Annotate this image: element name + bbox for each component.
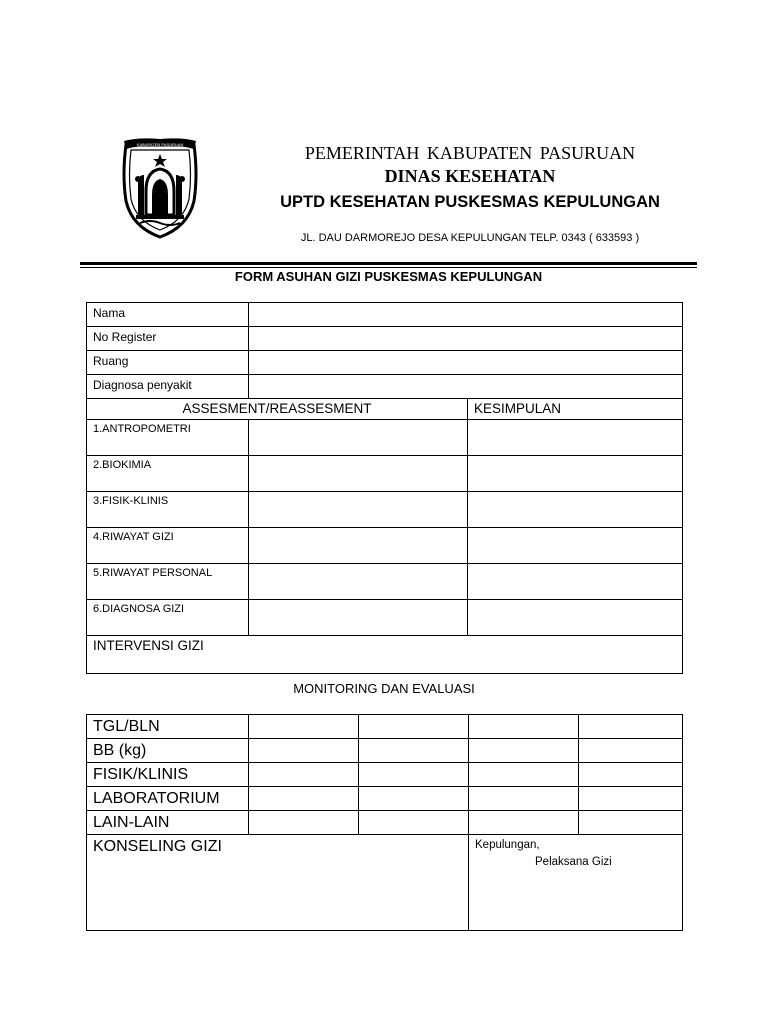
table-row <box>87 763 683 787</box>
table-row <box>87 600 683 636</box>
assessment-field[interactable] <box>249 456 468 492</box>
svg-text:KABUPATEN PASURUAN: KABUPATEN PASURUAN <box>136 142 184 147</box>
row-label: BB (kg) <box>87 739 249 763</box>
date-cell[interactable] <box>249 715 359 739</box>
lab-cell[interactable] <box>359 787 469 811</box>
monitoring-table <box>86 714 683 931</box>
other-cell[interactable] <box>579 811 683 835</box>
row-label: LABORATORIUM <box>87 787 249 811</box>
header-unit: UPTD KESEHATAN PUSKESMAS KEPULUNGAN <box>280 193 660 211</box>
table-row <box>87 811 683 835</box>
table-row <box>87 715 683 739</box>
header-government: PEMERINTAH KABUPATEN PASURUAN <box>304 143 636 163</box>
assessment-header: ASSESMENT/REASSESMENT <box>87 399 468 420</box>
intervention-field[interactable] <box>87 636 683 674</box>
assessment-field[interactable] <box>249 492 468 528</box>
header-address: JL. DAU DARMOREJO DESA KEPULUNGAN TELP. 0343 ( 633593 ) <box>300 232 640 244</box>
row-label: No Register <box>87 327 249 351</box>
clinical-cell[interactable] <box>359 763 469 787</box>
table-row <box>87 375 683 399</box>
other-cell[interactable] <box>249 811 359 835</box>
row-label: 2.BIOKIMIA <box>87 456 249 492</box>
conclusion-field[interactable] <box>468 564 683 600</box>
table-row <box>87 456 683 492</box>
row-label: 1.ANTROPOMETRI <box>87 420 249 456</box>
signature-box[interactable] <box>469 835 683 931</box>
row-label: TGL/BLN <box>87 715 249 739</box>
table-header-row <box>87 399 683 420</box>
assessment-field[interactable] <box>249 420 468 456</box>
row-label: Diagnosa penyakit <box>87 375 249 399</box>
row-label: 3.FISIK-KLINIS <box>87 492 249 528</box>
header-department: DINAS KESEHATAN <box>384 166 556 186</box>
kabupaten-pasuruan-logo-icon <box>118 135 202 239</box>
table-row <box>87 636 683 674</box>
table-row <box>87 564 683 600</box>
table-row <box>87 303 683 327</box>
date-cell[interactable] <box>359 715 469 739</box>
weight-cell[interactable] <box>359 739 469 763</box>
row-label: 5.RIWAYAT PERSONAL <box>87 564 249 600</box>
other-cell[interactable] <box>469 811 579 835</box>
counseling-label: KONSELING GIZI <box>93 838 222 855</box>
assessment-table <box>86 302 683 674</box>
table-row <box>87 835 683 931</box>
row-label: Nama <box>87 303 249 327</box>
weight-cell[interactable] <box>469 739 579 763</box>
lab-cell[interactable] <box>579 787 683 811</box>
sign-place: Kepulungan, <box>475 839 540 851</box>
assessment-field[interactable] <box>249 528 468 564</box>
table-row <box>87 420 683 456</box>
conclusion-field[interactable] <box>468 600 683 636</box>
register-field[interactable] <box>249 327 683 351</box>
header-divider-thick <box>80 262 697 265</box>
form-title: FORM ASUHAN GIZI PUSKESMAS KEPULUNGAN <box>234 269 543 284</box>
diagnosis-field[interactable] <box>249 375 683 399</box>
table-row <box>87 327 683 351</box>
other-cell[interactable] <box>359 811 469 835</box>
weight-cell[interactable] <box>579 739 683 763</box>
counseling-field[interactable] <box>87 835 469 931</box>
row-label: 6.DIAGNOSA GIZI <box>87 600 249 636</box>
clinical-cell[interactable] <box>249 763 359 787</box>
weight-cell[interactable] <box>249 739 359 763</box>
row-label: Ruang <box>87 351 249 375</box>
conclusion-header: KESIMPULAN <box>468 399 683 420</box>
lab-cell[interactable] <box>249 787 359 811</box>
room-field[interactable] <box>249 351 683 375</box>
conclusion-field[interactable] <box>468 492 683 528</box>
clinical-cell[interactable] <box>579 763 683 787</box>
table-row <box>87 528 683 564</box>
table-row <box>87 351 683 375</box>
table-row <box>87 739 683 763</box>
lab-cell[interactable] <box>469 787 579 811</box>
intervention-label: INTERVENSI GIZI <box>93 638 204 653</box>
conclusion-field[interactable] <box>468 528 683 564</box>
conclusion-field[interactable] <box>468 456 683 492</box>
clinical-cell[interactable] <box>469 763 579 787</box>
row-label: LAIN-LAIN <box>87 811 249 835</box>
date-cell[interactable] <box>469 715 579 739</box>
monitoring-title: MONITORING DAN EVALUASI <box>293 681 475 696</box>
header-divider-thin <box>80 267 697 268</box>
assessment-field[interactable] <box>249 600 468 636</box>
name-field[interactable] <box>249 303 683 327</box>
conclusion-field[interactable] <box>468 420 683 456</box>
row-label: 4.RIWAYAT GIZI <box>87 528 249 564</box>
row-label: FISIK/KLINIS <box>87 763 249 787</box>
assessment-field[interactable] <box>249 564 468 600</box>
sign-role: Pelaksana Gizi <box>535 856 612 868</box>
table-row <box>87 492 683 528</box>
date-cell[interactable] <box>579 715 683 739</box>
table-row <box>87 787 683 811</box>
